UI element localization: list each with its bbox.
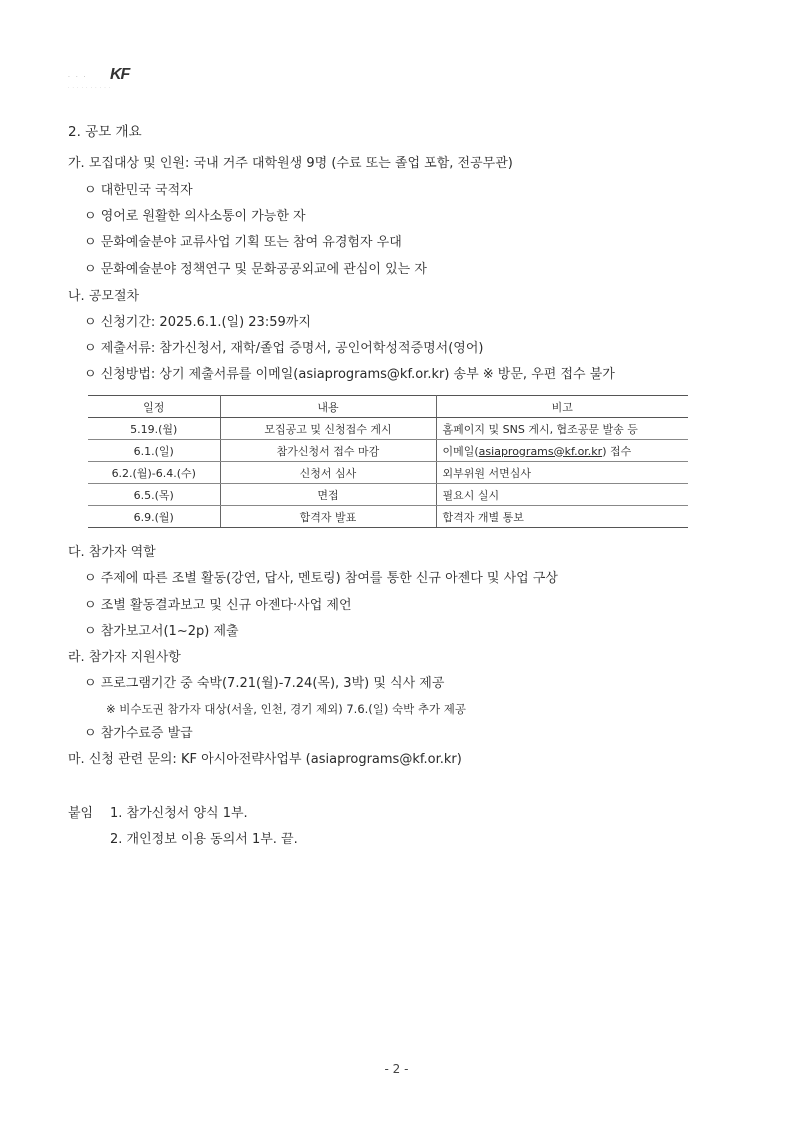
attachment-item-2: 2. 개인정보 이용 동의서 1부. 끝. — [110, 832, 298, 847]
cell-date: 6.2.(월)-6.4.(수) — [88, 462, 220, 484]
table-row — [88, 418, 688, 440]
na-item-1: ㅇ 신청기간: 2025.6.1.(일) 23:59까지 — [84, 315, 311, 330]
schedule-table — [88, 395, 688, 528]
na-item-2: ㅇ 제출서류: 참가신청서, 재학/졸업 증명서, 공인어학성적증명서(영어) — [84, 341, 484, 356]
header-remarks: 비고 — [436, 396, 688, 418]
cell-remarks: 필요시 실시 — [436, 484, 688, 506]
header-content: 내용 — [220, 396, 436, 418]
table-row — [88, 462, 688, 484]
da-item-3: ㅇ 참가보고서(1~2p) 제출 — [84, 624, 239, 639]
cell-date: 5.19.(월) — [88, 418, 220, 440]
na-item-3: ㅇ 신청방법: 상기 제출서류를 이메일(asiaprograms@kf.or.kr) 송부 ※ 방문, 우편 접수 불가 — [84, 367, 615, 382]
section-ga-title: 가. 모집대상 및 인원: 국내 거주 대학원생 9명 (수료 또는 졸업 포함, 전공무관) — [68, 156, 513, 171]
ga-item-4: ㅇ 문화예술분야 정책연구 및 문화공공외교에 관심이 있는 자 — [84, 262, 427, 277]
section-ra-title: 라. 참가자 지원사항 — [68, 650, 181, 665]
ga-item-2: ㅇ 영어로 원활한 의사소통이 가능한 자 — [84, 209, 306, 224]
table-header-row — [88, 396, 688, 418]
attachment-item-1: 1. 참가신청서 양식 1부. — [110, 806, 248, 821]
kf-logo — [68, 66, 148, 92]
header-date: 일정 — [88, 396, 220, 418]
logo-subtext: · · · · · · · · · · — [68, 85, 112, 90]
section-na-title: 나. 공모절차 — [68, 289, 140, 304]
section-ma-inquiry: 마. 신청 관련 문의: KF 아시아전략사업부 (asiaprograms@kf.or.kr) — [68, 752, 462, 767]
remarks-prefix: 이메일( — [442, 444, 479, 458]
ga-item-1: ㅇ 대한민국 국적자 — [84, 183, 193, 198]
attachments-label: 붙임 — [68, 806, 94, 821]
cell-remarks: 합격자 개별 통보 — [436, 506, 688, 528]
cell-date: 6.1.(일) — [88, 440, 220, 462]
page-number: - 2 - — [384, 1062, 409, 1076]
cell-content: 합격자 발표 — [220, 506, 436, 528]
cell-date: 6.9.(월) — [88, 506, 220, 528]
table-row — [88, 506, 688, 528]
ra-item-2: ㅇ 참가수료증 발급 — [84, 726, 193, 741]
table-row — [88, 484, 688, 506]
cell-remarks — [436, 440, 688, 462]
email-link[interactable]: asiaprograms@kf.or.kr — [478, 444, 603, 458]
section-da-title: 다. 참가자 역할 — [68, 545, 156, 560]
table-row — [88, 440, 688, 462]
cell-content: 모집공고 및 신청접수 게시 — [220, 418, 436, 440]
ra-note: ※ 비수도권 참가자 대상(서울, 인천, 경기 제외) 7.6.(일) 숙박 추가 제공 — [106, 702, 467, 716]
remarks-suffix: ) 접수 — [602, 444, 632, 458]
da-item-2: ㅇ 조별 활동결과보고 및 신규 아젠다·사업 제언 — [84, 598, 352, 613]
ga-item-3: ㅇ 문화예술분야 교류사업 기획 또는 참여 유경험자 우대 — [84, 235, 402, 250]
ra-item-1: ㅇ 프로그램기간 중 숙박(7.21(월)-7.24(목), 3박) 및 식사 제공 — [84, 676, 445, 691]
cell-content: 참가신청서 접수 마감 — [220, 440, 436, 462]
section-title: 2. 공모 개요 — [68, 124, 142, 140]
logo-dots: · · · — [68, 74, 88, 81]
logo-mark: KF — [110, 66, 130, 83]
cell-remarks: 홈페이지 및 SNS 게시, 협조공문 발송 등 — [436, 418, 688, 440]
cell-content: 신청서 심사 — [220, 462, 436, 484]
da-item-1: ㅇ 주제에 따른 조별 활동(강연, 답사, 멘토링) 참여를 통한 신규 아젠다 및 사업 구상 — [84, 571, 558, 586]
cell-date: 6.5.(목) — [88, 484, 220, 506]
cell-remarks: 외부위원 서면심사 — [436, 462, 688, 484]
cell-content: 면접 — [220, 484, 436, 506]
